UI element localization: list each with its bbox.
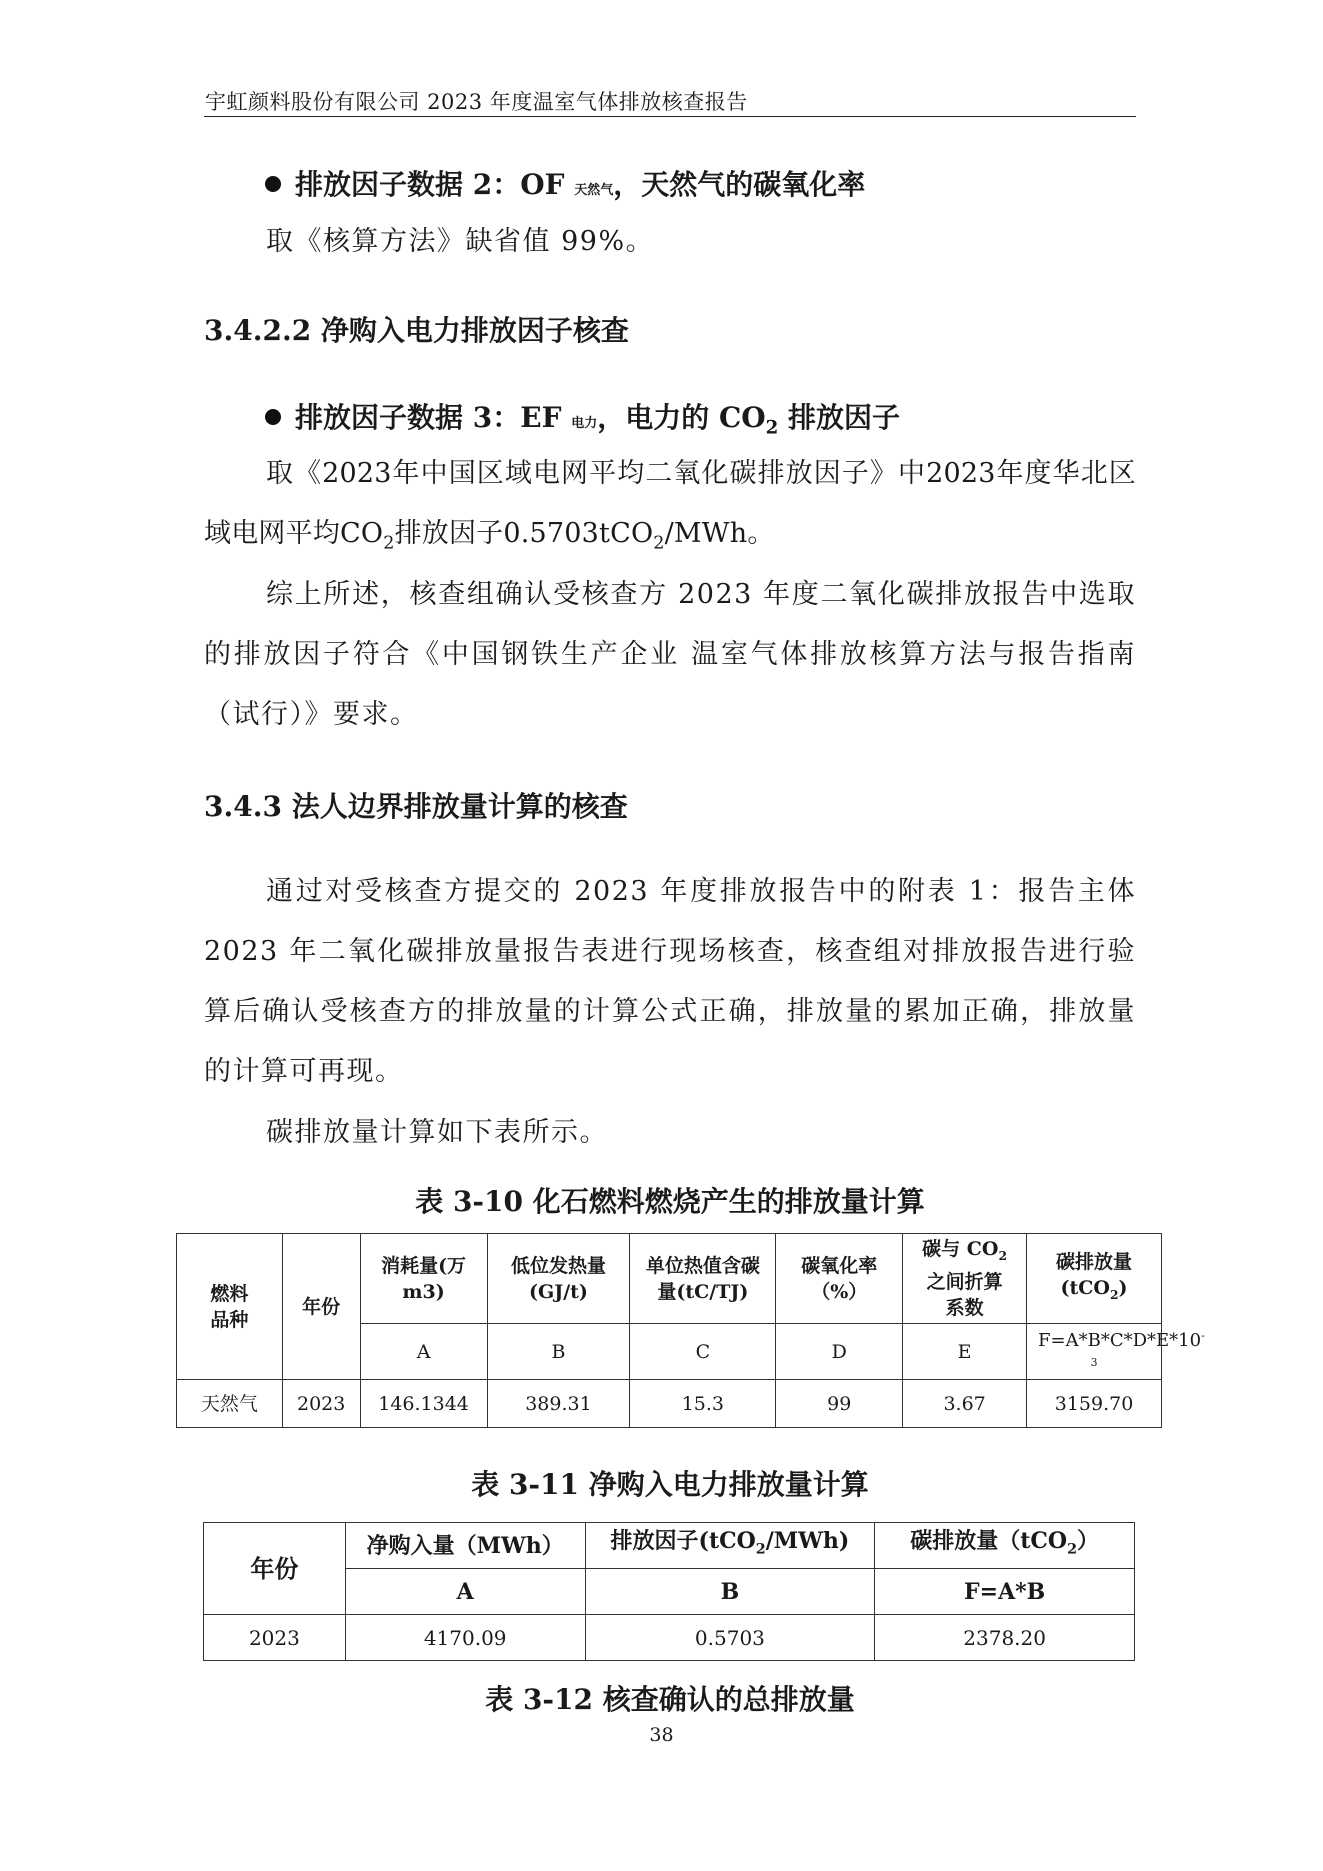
header-factor [585,1523,875,1569]
header-purchased: 净购入量（MWh） [345,1523,585,1569]
page-number: 38 [649,1724,674,1746]
header-conversion-post: 之间折算系数 [926,1270,1003,1319]
bullet-mid: ，电力的 CO [597,401,766,434]
cell-c: 15.3 [630,1380,776,1428]
label-b: B [585,1569,875,1615]
cell-f: 2378.20 [875,1615,1135,1661]
cell-a: 146.1344 [360,1380,487,1428]
cell-b: 389.31 [487,1380,630,1428]
co2-subscript: 2 [1109,1286,1119,1302]
header-emission-pre: 碳排放量（tCO [910,1528,1068,1555]
cell-b: 0.5703 [585,1615,875,1661]
bullet-dot-icon [265,176,281,192]
header-year: 年份 [282,1234,360,1380]
cell-d: 99 [776,1380,903,1428]
header-fuel-text: 燃料品种 [210,1282,249,1331]
header-conversion-pre: 碳与 CO [922,1238,999,1261]
co2-subscript: 2 [1067,1541,1078,1558]
header-factor-post: /MWh) [765,1528,850,1555]
header-conversion [903,1234,1027,1324]
table-3-12-title: 表 3-12 核查确认的总排放量 [485,1683,855,1716]
header-carbon-content-text: 单位热值含碳量(tC/TJ) [645,1254,760,1303]
header-emission [1027,1234,1162,1324]
header-consumption [360,1234,487,1324]
table-row [177,1380,1162,1428]
header-ncv [487,1234,630,1324]
formula-text: F=A*B*C*D*E*10 [1038,1329,1202,1351]
header-ncv-text: 低位发热量(GJ/t) [510,1254,606,1303]
table-3-11 [203,1522,1135,1661]
cell-f: 3159.70 [1027,1380,1162,1428]
header-emission-post: ) [1118,1277,1128,1300]
label-f [1027,1324,1205,1380]
header-divider [204,116,1136,117]
table-row [204,1615,1135,1661]
label-a: A [345,1569,585,1615]
cell-fuel: 天然气 [177,1380,283,1428]
header-carbon-content [630,1234,776,1324]
table-3-10-title: 表 3-10 化石燃料燃烧产生的排放量计算 [415,1185,925,1218]
bullet2-text-a: 取《2023年中国区域电网平均二氧化碳排放因子》中2023年度华北区域电网平均CO [204,458,1136,549]
header-year: 年份 [204,1523,346,1615]
co2-subscript: 2 [765,417,779,439]
header-consumption-text: 消耗量(万m3) [381,1254,467,1303]
table-3-11-title: 表 3-11 净购入电力排放量计算 [471,1468,869,1501]
section-343-paragraph: 通过对受核查方提交的 2023 年度排放报告中的附表 1：报告主体 2023 年二氧化碳排放量报告表进行现场核查，核查组对排放报告进行验算后确认受核查方的排放量的计算公式正确，排放量的累加正确，排放量的计算可再现。 [204,876,1136,1087]
co2-subscript: 2 [383,533,395,554]
label-d: D [776,1324,903,1380]
bullet-emission-factor-3 [265,396,900,439]
table-3-10 [176,1233,1205,1428]
bullet-subscript: 电力 [571,416,598,431]
cell-year: 2023 [282,1380,360,1428]
section-343-note: 碳排放量计算如下表所示。 [266,1117,608,1148]
bullet-dot-icon [265,409,281,425]
formula-exponent: -3 [1090,1328,1205,1369]
page-header: 宇虹颜料股份有限公司 2023 年度温室气体排放核查报告 [205,90,748,114]
cell-year: 2023 [204,1615,346,1661]
bullet-suffix: 排放因子 [778,401,901,434]
label-b: B [487,1324,630,1380]
cell-e: 3.67 [903,1380,1027,1428]
label-c: C [630,1324,776,1380]
header-emission-post: ） [1077,1528,1100,1555]
header-emission-pre: 碳排放量(tCO [1056,1251,1133,1300]
header-fuel [177,1234,283,1380]
bullet-subscript: 天然气 [574,183,614,198]
co2-subscript: 2 [998,1247,1008,1263]
label-a: A [360,1324,487,1380]
header-oxidation [776,1234,903,1324]
bullet2-text-c: /MWh。 [664,518,775,549]
bullet2-text-b: 排放因子0.5703tCO [394,518,654,549]
header-factor-pre: 排放因子(tCO [610,1528,756,1555]
section-heading-3422: 3.4.2.2 净购入电力排放因子核查 [204,314,629,347]
header-oxidation-text: 碳氧化率（%） [801,1254,878,1303]
bullet1-text: 取《核算方法》缺省值 99%。 [266,226,655,257]
bullet-prefix: 排放因子数据 3：EF [295,401,572,434]
label-e: E [903,1324,1027,1380]
bullet-prefix: 排放因子数据 2：OF [295,168,575,201]
label-f: F=A*B [875,1569,1135,1615]
summary-paragraph: 综上所述，核查组确认受核查方 2023 年度二氧化碳排放报告中选取的排放因子符合《中国钢铁生产企业 温室气体排放核算方法与报告指南（试行）》要求。 [204,579,1136,730]
header-emission [875,1523,1135,1569]
section-heading-343: 3.4.3 法人边界排放量计算的核查 [204,790,628,823]
bullet-suffix: ，天然气的碳氧化率 [613,168,866,201]
bullet2-text [204,444,1136,573]
co2-subscript: 2 [653,533,665,554]
cell-a: 4170.09 [345,1615,585,1661]
co2-subscript: 2 [755,1541,766,1558]
bullet-emission-factor-2 [265,163,865,203]
